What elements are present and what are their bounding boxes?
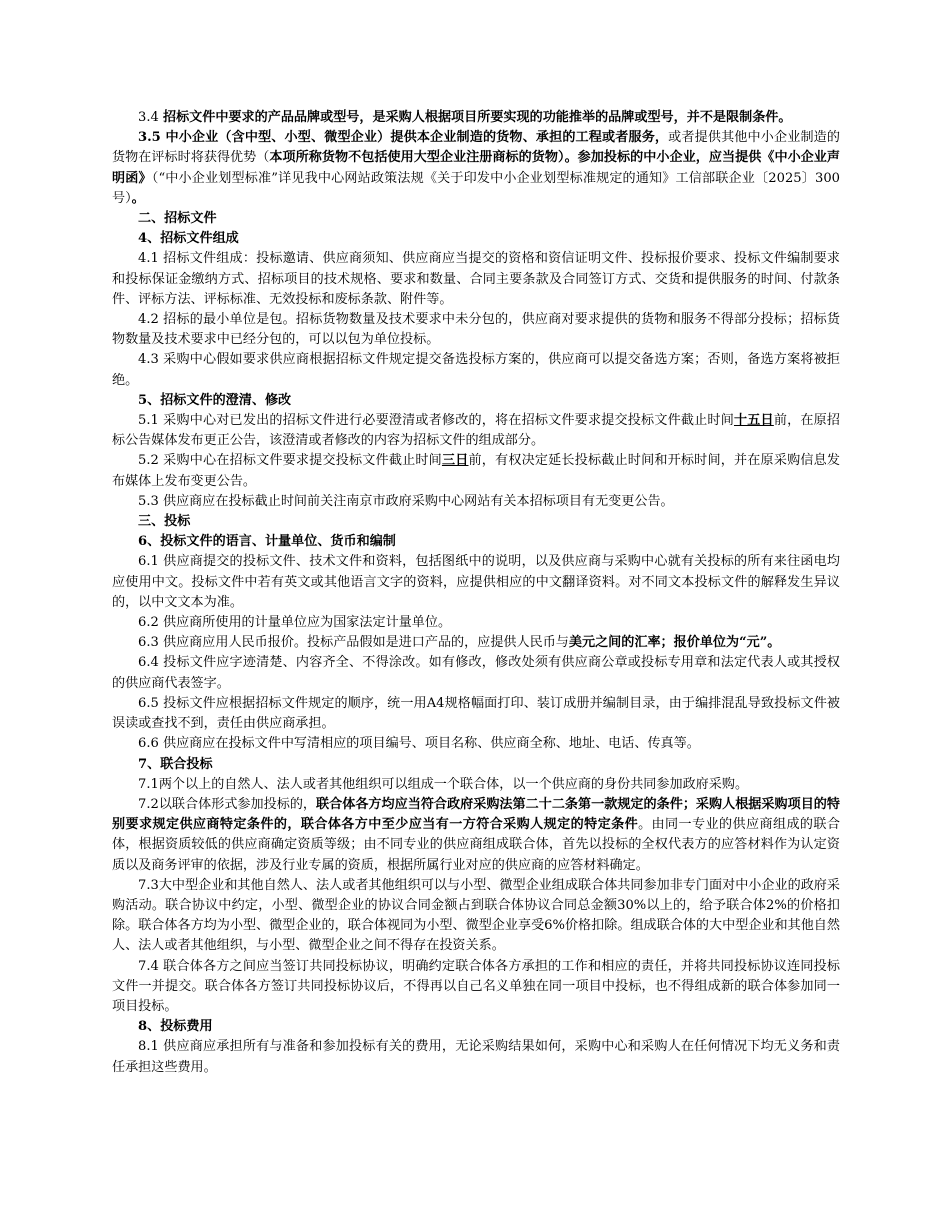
bold-text: 美元之间的汇率；报价单位为“元”。	[568, 635, 781, 651]
text-run: 8.1 供应商应承担所有与准备和参加投标有关的费用，无论采购结果如何，采购中心和采购人在任何情况下均无义务和责任承担这些费用。	[112, 1039, 840, 1075]
text-run: 6.3 供应商应用人民币报价。投标产品假如是进口产品的，应提供人民币与	[138, 635, 569, 651]
paragraph	[112, 350, 840, 390]
paragraph	[112, 451, 840, 491]
paragraph	[112, 613, 840, 633]
text-run: 7.4 联合体各方之间应当签订共同投标协议，明确约定联合体各方承担的工作和相应的责任，并将共同投标协议连同投标文件一并提交。联合体各方签订共同投标协议后，不得再以自己名义单独在同一项目中投标，也不得组成新的联合体参加同一项目投标。	[112, 958, 840, 1014]
bold-text: 6、投标文件的语言、计量单位、货币和编制	[138, 534, 396, 550]
paragraph	[112, 876, 840, 957]
paragraph	[112, 694, 840, 734]
paragraph	[112, 633, 840, 653]
text-run: 4.2 招标的最小单位是包。招标货物数量及技术要求中未分包的，供应商对要求提供的货物和服务不得部分投标；招标货物数量及技术要求中已经分包的，可以以包为单位投标。	[112, 312, 840, 348]
paragraph	[112, 209, 840, 229]
paragraph	[112, 532, 840, 552]
paragraph	[112, 1037, 840, 1077]
text-run: 6.6 供应商应在投标文件中写清相应的项目编号、项目名称、供应商全称、地址、电话、传真等。	[138, 736, 700, 752]
text-run: 或者提供其他中小企业制造的货物在评标时将获得优势（	[112, 130, 840, 166]
paragraph	[112, 108, 840, 128]
paragraph	[112, 734, 840, 754]
bold-text: 三、投标	[138, 514, 191, 530]
text-run: 4.1 招标文件组成：投标邀请、供应商须知、供应商应当提交的资格和资信证明文件、投标报价要求、投标文件编制要求和投标保证金缴纳方式、招标项目的技术规格、要求和数量、合同主要条款及合同签订方式、交货和提供服务的时间、付款条件、评标方法、评标标准、无效投标和废标条款、附件等。	[112, 251, 840, 307]
paragraph	[112, 795, 840, 876]
paragraph	[112, 1017, 840, 1037]
paragraph	[112, 310, 840, 350]
bold-text: 4、招标文件组成	[138, 231, 239, 247]
paragraph	[112, 391, 840, 411]
text-run: 前，在原招标公告媒体发布更正公告，该澄清或者修改的内容为招标文件的组成部分。	[112, 413, 841, 449]
bold-text: 二、招标文件	[138, 211, 217, 227]
bold-text: 5、招标文件的澄清、修改	[138, 392, 292, 408]
paragraph	[112, 653, 840, 693]
bold-text: 联合体各方均应当符合政府采购法第二十二条第一款规定的条件；采购人根据采购项目的特别要求规定供应商特定条件的，联合体各方中至少应当有一方符合采购人规定的特定条件	[112, 796, 841, 833]
bold-text: 8、投标费用	[138, 1019, 213, 1035]
paragraph	[112, 411, 840, 451]
paragraph	[112, 492, 840, 512]
text-run: 3.4	[138, 110, 163, 125]
paragraph	[112, 957, 840, 1018]
document-page	[112, 108, 840, 1078]
paragraph	[112, 755, 840, 775]
bold-text: 7、联合投标	[138, 756, 213, 772]
bold-text: 招标文件中要求的产品品牌或型号，是采购人根据项目所要实现的功能推举的品牌或型号，并不是限制条件。	[163, 110, 792, 125]
paragraph	[112, 249, 840, 310]
underlined-text: 十五日	[733, 413, 774, 429]
text-run: 6.5 投标文件应根据招标文件规定的顺序，统一用A4规格幅面打印、装订成册并编制目录，由于编排混乱导致投标文件被误读或查找不到，责任由供应商承担。	[112, 695, 840, 732]
text-run: 7.2以联合体形式参加投标的，	[138, 796, 317, 812]
text-run: 5.3 供应商应在投标截止时间前关注南京市政府采购中心网站有关本招标项目有无变更公告。	[138, 493, 674, 509]
text-run: 6.2 供应商所使用的计量单位应为国家法定计量单位。	[138, 615, 452, 631]
bold-text: 本项所称货物不包括使用大型企业注册商标的货物）。参加投标的中小企业，应当提供《中小企业声明函》	[112, 150, 841, 186]
text-run: （“中小企业划型标准”详见我中心网站政策法规《关于印发中小企业划型标准规定的通知》工信部联企业〔2025〕300号）	[112, 170, 841, 206]
paragraph	[112, 775, 840, 795]
text-run: 前，有权决定延长投标截止时间和开标时间，并在原采购信息发布媒体上发布变更公告。	[112, 453, 841, 489]
bold-text: 3.5 中小企业（含中型、小型、微型企业）提供本企业制造的货物、承担的工程或者服务，	[138, 130, 669, 146]
text-run: 。由同一专业的供应商组成的联合体，根据资质较低的供应商确定资质等级；由不同专业的供应商组成联合体，首先以投标的全权代表方的应答材料作为认定资质以及商务评审的依据，涉及行业专属的资质，根据所属行业对应的供应商的应答材料确定。	[112, 817, 840, 873]
paragraph	[112, 512, 840, 532]
text-run: 5.1 采购中心对已发出的招标文件进行必要澄清或者修改的，将在招标文件要求提交投标文件截止时间	[138, 413, 734, 429]
text-run: 7.3大中型企业和其他自然人、法人或者其他组织可以与小型、微型企业组成联合体共同参加非专门面对中小企业的政府采购活动。联合协议中约定，小型、微型企业的协议合同金额占到联合体协议合同总金额30%以上的，给予联合体2%的价格扣除。联合体各方均为小型、微型企业的，联合体视同为小型、微型企业享受6%价格扣除。组成联合体的大中型企业和其他自然人、法人或者其他组织，与小型、微型企业之间不得存在投资关系。	[112, 877, 840, 954]
text-run: 6.1 供应商提交的投标文件、技术文件和资料，包括图纸中的说明，以及供应商与采购中心就有关投标的所有来往函电均应使用中文。投标文件中若有英文或其他语言文字的资料，应提供相应的中文翻译资料。对不同文本投标文件的解释发生异议的，以中文文本为准。	[112, 554, 840, 610]
paragraph	[112, 128, 840, 209]
text-run: 5.2 采购中心在招标文件要求提交投标文件截止时间	[138, 453, 442, 469]
paragraph	[112, 552, 840, 613]
paragraph	[112, 229, 840, 249]
text-run: 7.1两个以上的自然人、法人或者其他组织可以组成一个联合体，以一个供应商的身份共同参加政府采购。	[138, 776, 749, 792]
text-run: 6.4 投标文件应字迹清楚、内容齐全、不得涂改。如有修改，修改处须有供应商公章或投标专用章和法定代表人或其授权的供应商代表签字。	[112, 655, 840, 691]
bold-text: 。	[131, 190, 145, 206]
text-run: 4.3 采购中心假如要求供应商根据招标文件规定提交备选投标方案的，供应商可以提交备选方案；否则，备选方案将被拒绝。	[112, 352, 840, 388]
underlined-text: 三日	[441, 453, 469, 469]
